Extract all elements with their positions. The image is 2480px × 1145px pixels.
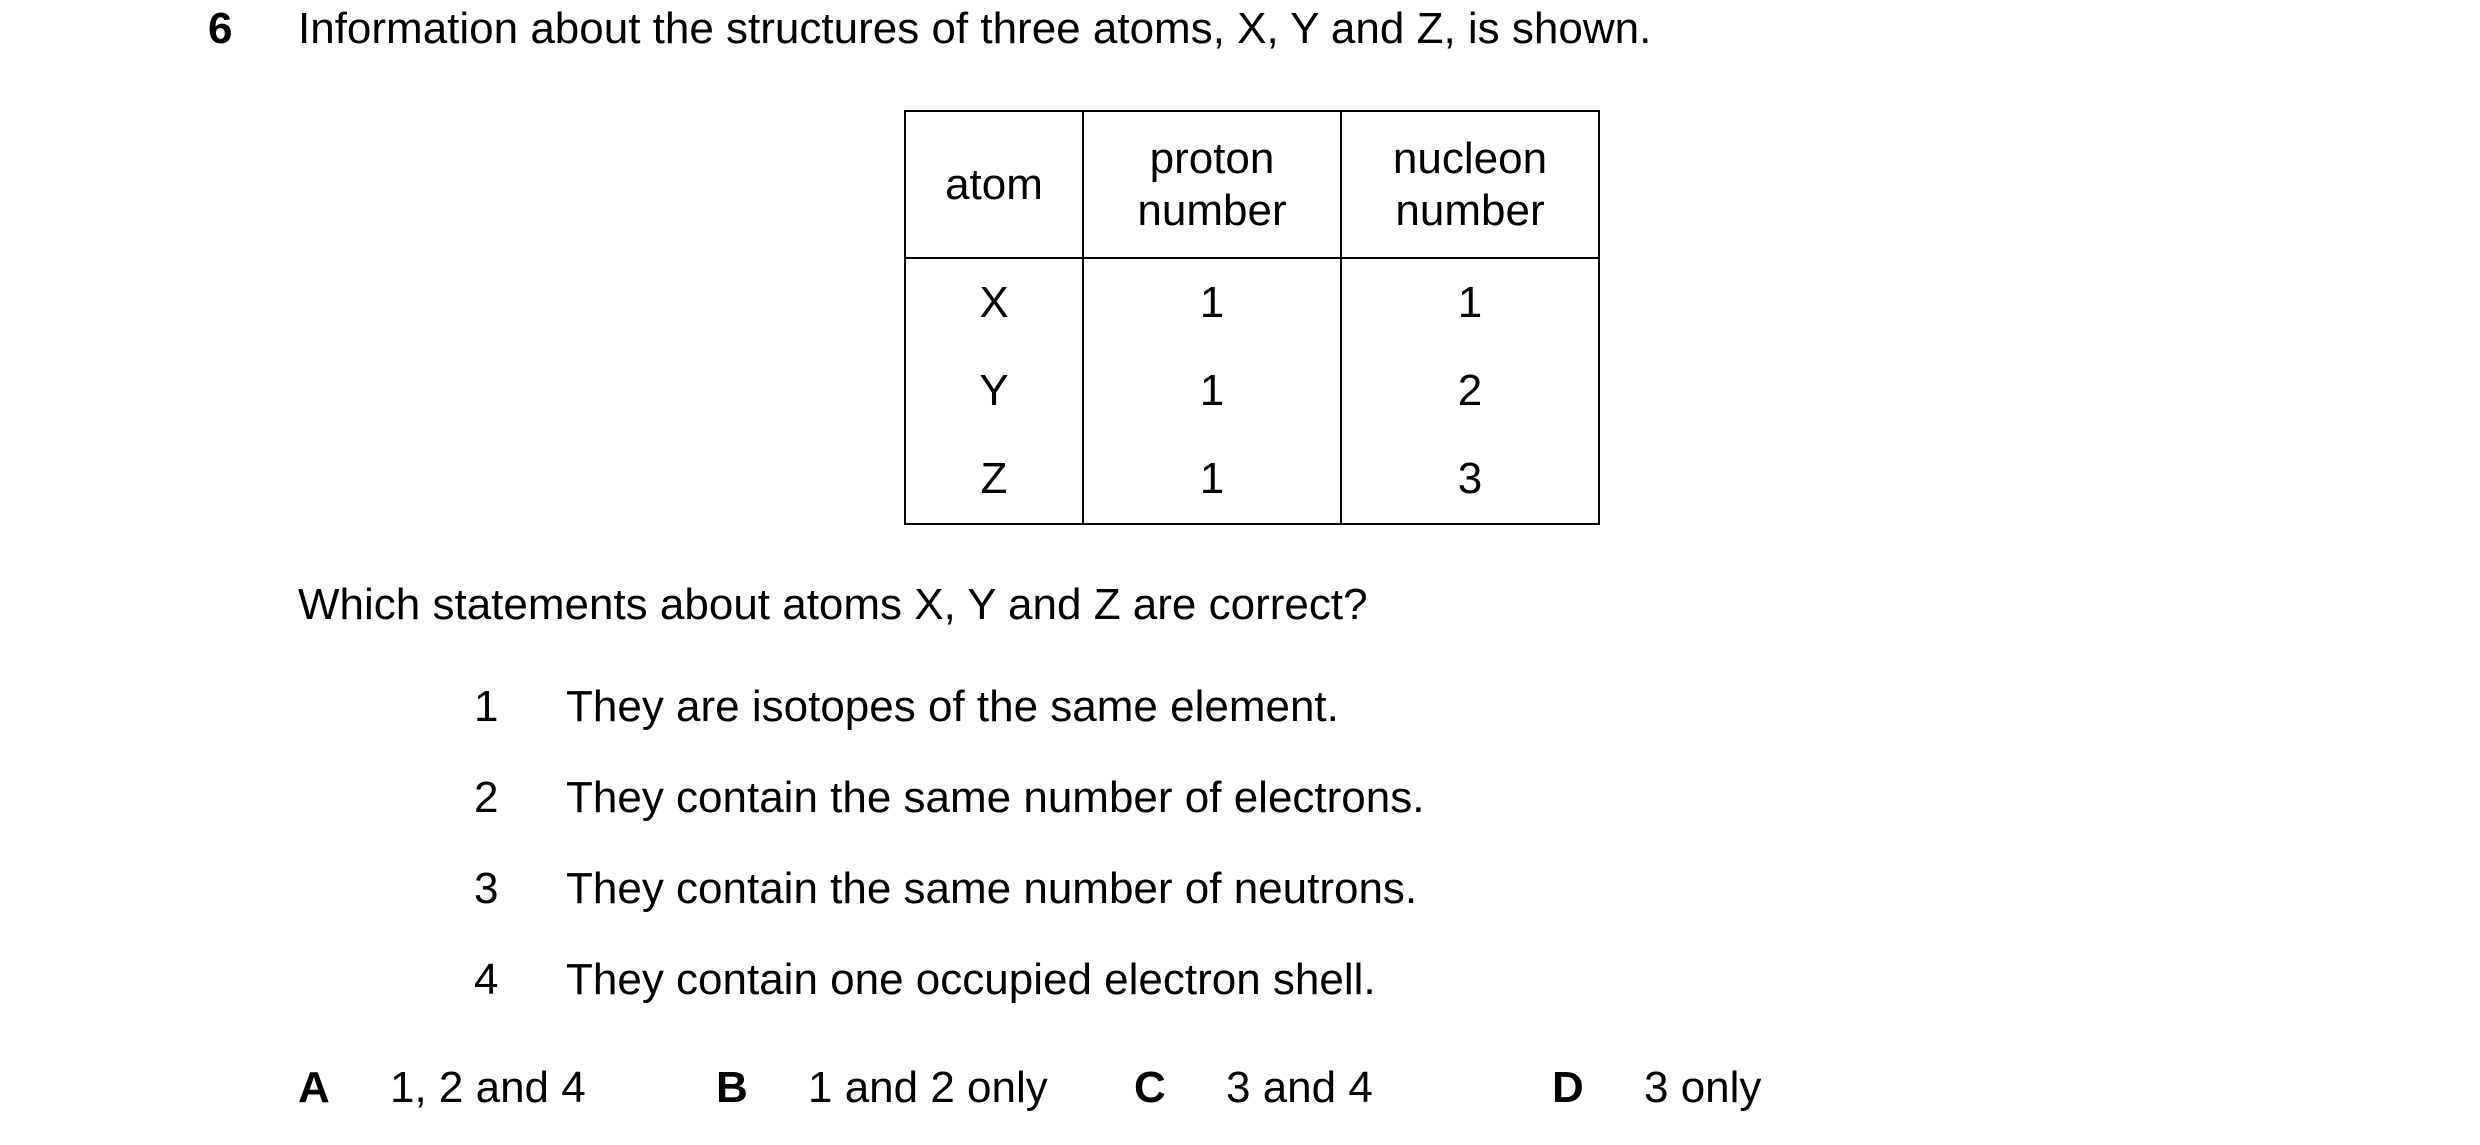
question-stem: Information about the structures of three atoms, X, Y and Z, is shown. bbox=[298, 4, 1652, 53]
cell-nucleon-number: 2 bbox=[1341, 347, 1599, 435]
cell-atom: Y bbox=[905, 347, 1083, 435]
header-atom bbox=[905, 111, 1083, 258]
option-b-text: 1 and 2 only bbox=[808, 1063, 1048, 1112]
question-number: 6 bbox=[208, 4, 233, 53]
cell-nucleon-number: 1 bbox=[1341, 258, 1599, 347]
statement-number: 1 bbox=[474, 682, 499, 731]
cell-proton-number: 1 bbox=[1083, 347, 1341, 435]
cell-atom: Z bbox=[905, 435, 1083, 524]
table-row bbox=[905, 347, 1599, 435]
header-proton-line2: number bbox=[1137, 185, 1287, 235]
option-d-text: 3 only bbox=[1644, 1063, 1762, 1112]
cell-proton-number: 1 bbox=[1083, 435, 1341, 524]
header-nucleon-line1: nucleon bbox=[1392, 133, 1548, 183]
table-row bbox=[905, 435, 1599, 524]
option-c-text: 3 and 4 bbox=[1226, 1063, 1373, 1112]
header-proton-line1: proton bbox=[1149, 133, 1275, 183]
question-prompt: Which statements about atoms X, Y and Z are correct? bbox=[298, 580, 1368, 629]
header-nucleon-number bbox=[1341, 111, 1599, 258]
header-nucleon-line2: number bbox=[1395, 185, 1545, 235]
cell-nucleon-number: 3 bbox=[1341, 435, 1599, 524]
cell-proton-number: 1 bbox=[1083, 258, 1341, 347]
header-atom-label: atom bbox=[945, 159, 1043, 209]
statement-text: They contain one occupied electron shell. bbox=[566, 955, 1376, 1004]
statement-number: 4 bbox=[474, 955, 499, 1004]
statement-number: 2 bbox=[474, 773, 499, 822]
option-b-letter: B bbox=[716, 1063, 748, 1112]
statement-text: They contain the same number of electrons. bbox=[566, 773, 1425, 822]
header-proton-number bbox=[1083, 111, 1341, 258]
table-header-row bbox=[905, 111, 1599, 258]
option-a-letter: A bbox=[298, 1063, 330, 1112]
statement-text: They contain the same number of neutrons. bbox=[566, 864, 1418, 913]
option-d-letter: D bbox=[1552, 1063, 1584, 1112]
statement-number: 3 bbox=[474, 864, 499, 913]
statement-text: They are isotopes of the same element. bbox=[566, 682, 1339, 731]
option-c-letter: C bbox=[1134, 1063, 1166, 1112]
atoms-table bbox=[904, 110, 1600, 525]
table-row bbox=[905, 258, 1599, 347]
cell-atom: X bbox=[905, 258, 1083, 347]
option-a-text: 1, 2 and 4 bbox=[390, 1063, 586, 1112]
